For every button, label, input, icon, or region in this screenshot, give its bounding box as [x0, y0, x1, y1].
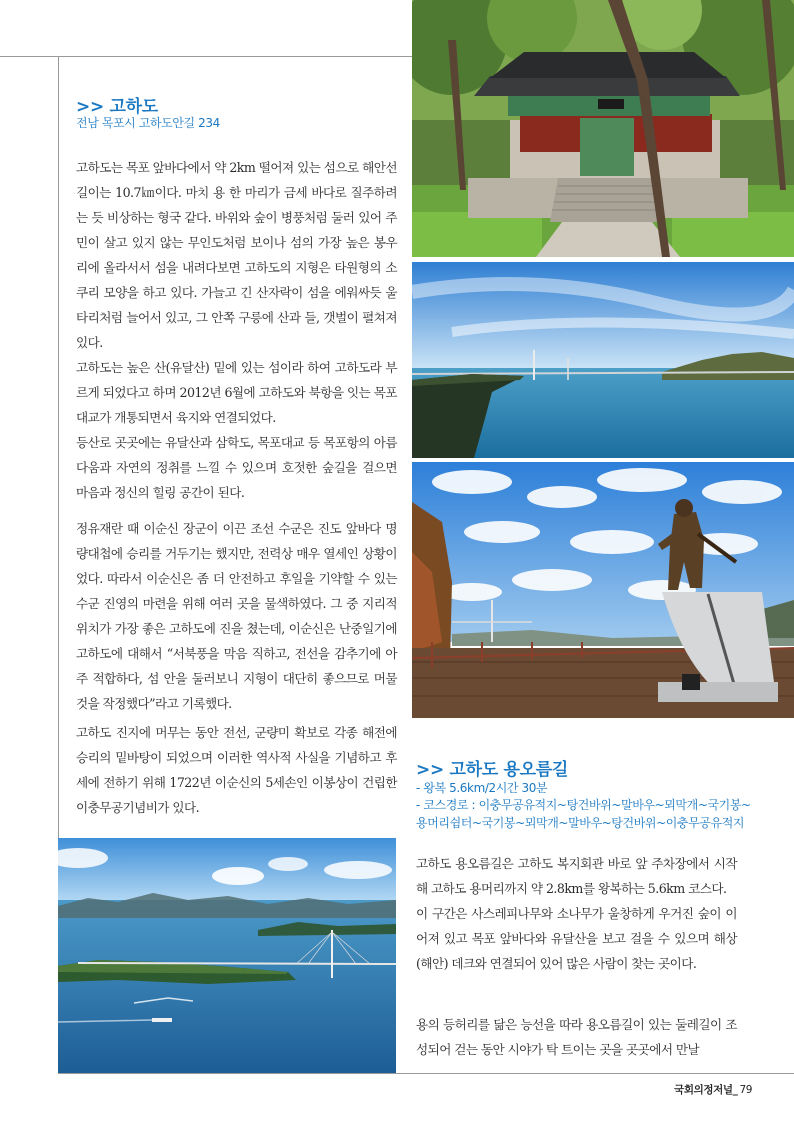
- section-title-gohado: >> 고하도: [76, 97, 158, 117]
- photo-mokpo-bay-bridge: [412, 262, 794, 458]
- trail-paragraph-2: 용의 등허리를 닮은 능선을 따라 용오름길이 있는 둘레길이 조성되어 걷는 동안 시야가 탁 트이는 곳을 곳곳에서 만날: [416, 1017, 737, 1057]
- body-paragraph-1: 고하도는 목포 앞바다에서 약 2km 떨어져 있는 섬으로 해안선 길이는 10.7㎞이다. 마치 용 한 마리가 금세 바다로 질주하려는 듯 비상하는 형국 같다. 바위와 숲이 병풍처럼 둘러 있어 주민이 살고 있지 않는 무인도처럼 보이나 섬의 가장 높은 봉우리에 올라서서 섬을 내려다보면 고하도의 지형은 타원형의 소쿠리 모양을 하고 있다. 가늘고 긴 산자락이 섬을 에워싸듯 울타리처럼 늘어서 있고, 그 안쪽 구릉에 산과 들, 갯벌이 펼쳐져 있다.: [76, 160, 397, 350]
- page-number: 79: [739, 1084, 752, 1096]
- body-paragraph-2: 고하도는 높은 산(유달산) 밑에 있는 섬이라 하여 고하도라 부르게 되었다고 하며 2012년 6월에 고하도와 북항을 잇는 목포대교가 개통되면서 육지와 연결되었다. 등산로 곳곳에는 유달산과 삼학도, 목포대교 등 목포항의 아름다움과 자연의 정취를 느낄 수 있으며 호젓한 숲길을 걸으면 마음과 정신의 힐링 공간이 된다.: [76, 360, 397, 500]
- page-footer: [674, 1082, 752, 1097]
- bottom-rule: [58, 1073, 794, 1074]
- trail-distance-info: - 왕복 5.6km/2시간 30분: [416, 781, 548, 795]
- section-address: 전남 목포시 고하도안길 234: [76, 116, 220, 130]
- top-rule: [0, 56, 412, 57]
- photo-memorial-shrine: [412, 0, 794, 257]
- trail-paragraph-1: 고하도 용오름길은 고하도 복지회관 바로 앞 주차장에서 시작해 고하도 용머리까지 약 2.8km를 왕복하는 5.6km 코스다. 이 구간은 사스레피나무와 소나무가 울창하게 우거진 숲이 이어져 있고 목포 앞바다와 유달산을 보고 걸을 수 있으며 해상(해안) 데크와 연결되어 있어 많은 사람이 찾는 곳이다.: [416, 856, 737, 971]
- magazine-name: 국회의정저널_: [674, 1084, 738, 1096]
- body-paragraph-4: 고하도 진지에 머무는 동안 전선, 군량미 확보로 각종 해전에 승리의 밑바탕이 되었으며 이러한 역사적 사실을 기념하고 후세에 전하기 위해 1722년 이순신의 5세손인 이봉상이 건립한 이충무공기념비가 있다.: [76, 725, 397, 815]
- trail-route-info: - 코스경로 : 이충무공유적지~탕건바위~말바우~뫼막개~국기봉~용머리쉼터~국기봉~뫼막개~말바우~탕건바위~이충무공유적지: [416, 798, 751, 830]
- section-title-yongoreum-trail: >> 고하도 용오름길: [416, 760, 568, 780]
- photo-admiral-statue-deck: [412, 462, 794, 718]
- body-paragraph-3: 정유재란 때 이순신 장군이 이끈 조선 수군은 진도 앞바다 명량대첩에 승리를 거두기는 했지만, 전력상 매우 열세인 상황이었다. 따라서 이순신은 좀 더 안전하고 후일을 기약할 수 있는 수군 진영의 마련을 위해 여러 곳을 물색하였다. 그 중 지리적 위치가 가장 좋은 고하도에 진을 쳤는데, 이순신은 난중일기에 고하도에 대해서 “서북풍을 막음 직하고, 전선을 감추기에 아주 적합하다, 섬 안을 둘러보니 지형이 대단히 좋으므로 머물 것을 작정했다”라고 기록했다.: [76, 521, 397, 711]
- photo-bridge-islands-aerial: [58, 838, 396, 1073]
